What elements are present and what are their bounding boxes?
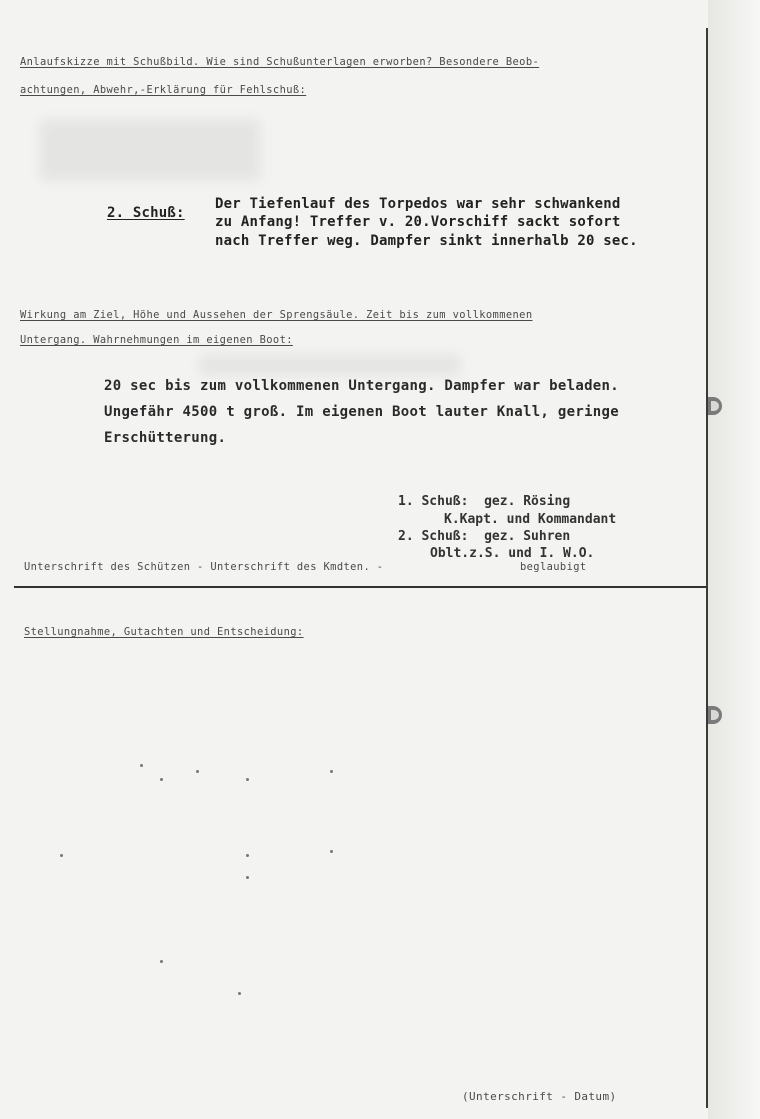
ink-speck bbox=[196, 770, 199, 773]
section1-heading-line1: Anlaufskizze mit Schußbild. Wie sind Schußunterlagen erworben? Besondere Beob- bbox=[20, 56, 540, 68]
ink-speck bbox=[140, 764, 143, 767]
section-divider bbox=[14, 586, 706, 588]
ink-speck bbox=[246, 876, 249, 879]
signature-shot2: 2. Schuß: gez. Suhren bbox=[398, 529, 571, 544]
shot2-line1: Der Tiefenlauf des Torpedos war sehr schwankend bbox=[215, 196, 621, 212]
signature-shot2-rank: Oblt.z.S. und I. W.O. bbox=[430, 546, 595, 561]
ink-speck bbox=[160, 778, 163, 781]
faded-smudge bbox=[40, 120, 260, 180]
ink-speck bbox=[238, 992, 241, 995]
signature-shot1-rank: K.Kapt. und Kommandant bbox=[444, 512, 617, 527]
effect-line3: Erschütterung. bbox=[104, 430, 227, 446]
shot2-line2: zu Anfang! Treffer v. 20.Vorschiff sackt sofort bbox=[215, 214, 621, 230]
shot2-line3: nach Treffer weg. Dampfer sinkt innerhalb 20 sec. bbox=[215, 233, 638, 249]
signature-shot1: 1. Schuß: gez. Rösing bbox=[398, 494, 571, 509]
section2-heading-line2: Untergang. Wahrnehmungen im eigenen Boot: bbox=[20, 334, 293, 346]
signature-caption: Unterschrift des Schützen - Unterschrift des Kmdten. - bbox=[24, 561, 384, 573]
shot2-label: 2. Schuß: bbox=[107, 205, 185, 221]
section3-heading: Stellungnahme, Gutachten und Entscheidung: bbox=[24, 626, 304, 638]
ink-speck bbox=[246, 854, 249, 857]
effect-line1: 20 sec bis zum vollkommenen Untergang. Dampfer war beladen. bbox=[104, 378, 619, 394]
section2-heading-line1: Wirkung am Ziel, Höhe und Aussehen der Sprengsäule. Zeit bis zum vollkommenen bbox=[20, 309, 533, 321]
right-margin-rule bbox=[706, 28, 708, 1108]
page-edge bbox=[708, 0, 760, 1119]
signature-date-caption: (Unterschrift - Datum) bbox=[462, 1090, 617, 1103]
ink-speck bbox=[330, 850, 333, 853]
effect-line2: Ungefähr 4500 t groß. Im eigenen Boot lauter Knall, geringe bbox=[104, 404, 619, 420]
ink-speck bbox=[60, 854, 63, 857]
ink-speck bbox=[246, 778, 249, 781]
section1-heading-line2: achtungen, Abwehr,-Erklärung für Fehlschuß: bbox=[20, 84, 307, 96]
certified-label: beglaubigt bbox=[520, 561, 587, 573]
ink-speck bbox=[160, 960, 163, 963]
faded-smudge bbox=[200, 355, 460, 375]
ink-speck bbox=[330, 770, 333, 773]
